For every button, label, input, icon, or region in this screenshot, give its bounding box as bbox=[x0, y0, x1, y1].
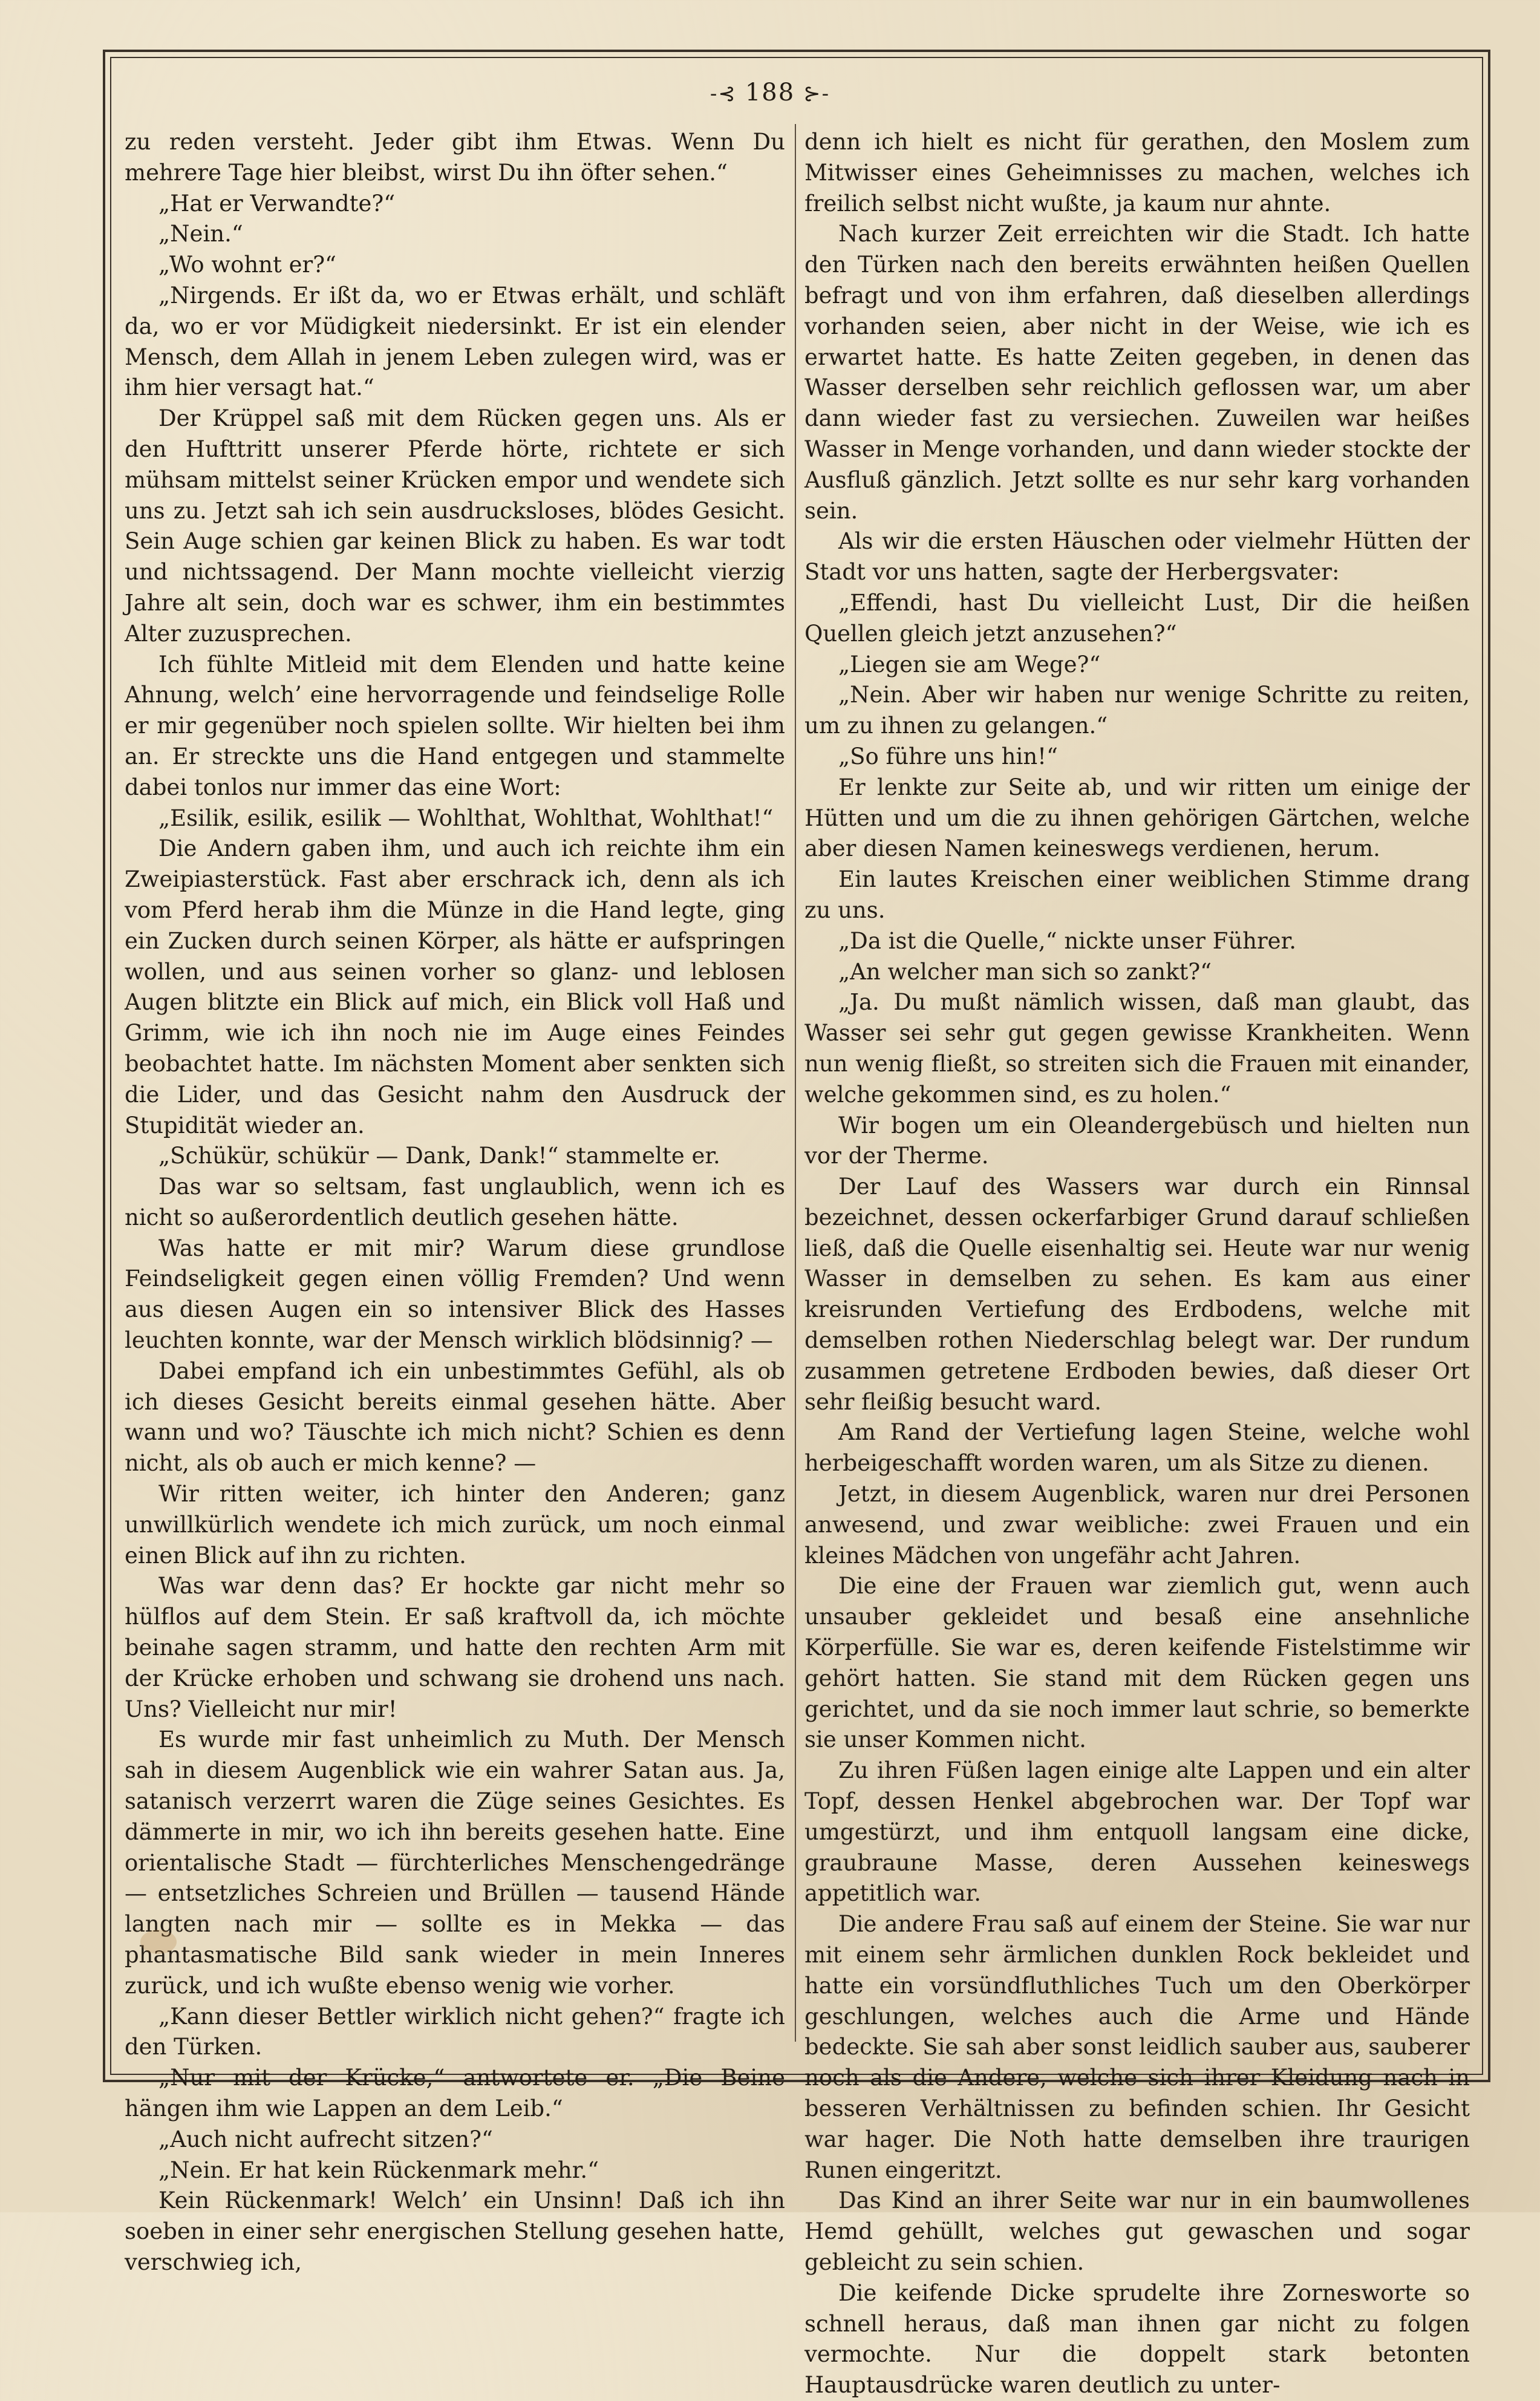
paragraph: „So führe uns hin!“ bbox=[838, 743, 1058, 769]
paragraph: „Nein. Er hat kein Rückenmark mehr.“ bbox=[158, 2157, 599, 2183]
paragraph: „Wo wohnt er?“ bbox=[158, 252, 336, 278]
paragraph: „Nur mit der Krücke,“ antwortete er. „Die Beine hängen ihm wie Lappen an dem Leib.“ bbox=[125, 2065, 785, 2122]
paragraph: Ein lautes Kreischen einer weiblichen Stimme drang zu uns. bbox=[804, 866, 1470, 923]
paragraph: „Nein. Aber wir haben nur wenige Schritte zu reiten, um zu ihnen zu gelangen.“ bbox=[804, 682, 1470, 739]
paragraph: Was war denn das? Er hockte gar nicht mehr so hülflos auf dem Stein. Er saß kraftvoll da, ich möchte beinahe sagen stramm, und hatte den rechten Arm mit der Krücke erhoben und schwang sie drohend uns nach. Uns? Vielleicht nur mir! bbox=[125, 1573, 785, 1722]
paragraph: Die andere Frau saß auf einem der Steine. Sie war nur mit einem sehr ärmlichen dunklen Rock bekleidet und hatte ein vorsündfluthliches Tuch um den Oberkörper geschlungen, welches auch die Arme und Hände bedeckte. Sie sah aber sonst leidlich sauber aus, sauberer noch als die Andere, welche sich ihrer Kleidung nach in besseren Verhältnissen zu befinden schien. Ihr Gesicht war hager. Die Noth hatte demselben ihre traurigen Runen eingeritzt. bbox=[804, 1911, 1470, 2183]
paragraph: Die keifende Dicke sprudelte ihre Zornesworte so schnell heraus, daß man ihnen gar nicht zu folgen vermochte. Nur die doppelt stark betonten Hauptausdrücke waren deutlich zu unter- bbox=[804, 2279, 1470, 2399]
paragraph: Es wurde mir fast unheimlich zu Muth. Der Mensch sah in diesem Augenblick wie ein wahrer Satan aus. Ja, satanisch verzerrt waren die Züge seines Gesichtes. Es dämmerte in mir, wo ich ihn bereits gesehen hatte. Eine orientalische Stadt — fürchterliches Menschengedränge — entsetzliches Schreien und Brüllen — tausend Hände langten nach mir — sollte es in Mekka — das phantasmatische Bild sank wieder in mein Inneres zurück, und ich wußte ebenso wenig wie vorher. bbox=[125, 1726, 785, 1999]
paragraph: Dabei empfand ich ein unbestimmtes Gefühl, als ob ich dieses Gesicht bereits einmal gesehen hätte. Aber wann und wo? Täuschte ich mich nicht? Schien es denn nicht, als ob auch er mich kenne? — bbox=[125, 1357, 785, 1477]
paragraph: Das war so seltsam, fast unglaublich, wenn ich es nicht so außerordentlich deutlich gesehen hätte. bbox=[125, 1174, 785, 1230]
paragraph: Kein Rückenmark! Welch’ ein Unsinn! Daß ich ihn soeben in einer sehr energischen Stellung gesehen hatte, verschwieg ich, bbox=[125, 2187, 785, 2275]
paragraph: „Ja. Du mußt nämlich wissen, daß man glaubt, das Wasser sei sehr gut gegen gewisse Krankheiten. Wenn nun wenig fließt, so streiten sich die Frauen mit einander, welche gekommen sind, es zu holen.“ bbox=[804, 989, 1470, 1108]
paragraph: Die eine der Frauen war ziemlich gut, wenn auch unsauber gekleidet und besaß eine ansehnliche Körperfülle. Sie war es, deren keifende Fistelstimme wir gehört hatten. Sie stand mit dem Rücken gegen uns gerichtet, und da sie noch immer laut schrie, so bemerkte sie unser Kommen nicht. bbox=[804, 1573, 1470, 1753]
paragraph: Die Andern gaben ihm, und auch ich reichte ihm ein Zweipiasterstück. Fast aber erschrack ich, denn als ich vom Pferd herab ihm die Münze in die Hand legte, ging ein Zucken durch seinen Körper, als hätte er aufspringen wollen, und aus seinen vorher so glanz- und leblosen Augen blitzte ein Blick auf mich, ein Blick voll Haß und Grimm, wie ich ihn noch nie im Auge eines Feindes beobachtet hatte. Im nächsten Moment aber senkten sich die Lider, und das Gesicht nahm den Ausdruck der Stupidität wieder an. bbox=[125, 835, 785, 1138]
paragraph: Das Kind an ihrer Seite war nur in ein baumwollenes Hemd gehüllt, welches gut gewaschen und sogar gebleicht zu sein schien. bbox=[804, 2187, 1470, 2275]
paragraph: denn ich hielt es nicht für gerathen, den Moslem zum Mitwisser eines Geheimnisses zu machen, welches ich freilich selbst nicht wußte, ja kaum nur ahnte. bbox=[804, 129, 1470, 217]
paragraph: „Nein.“ bbox=[158, 221, 243, 247]
paragraph: Nach kurzer Zeit erreichten wir die Stadt. Ich hatte den Türken nach den bereits erwähnten heißen Quellen befragt und von ihm erfahren, daß dieselben allerdings vorhanden seien, aber nicht in der Weise, wie ich es erwartet hatte. Es hatte Zeiten gegeben, in denen das Wasser derselben sehr reichlich geflossen war, um aber dann wieder fast zu versiechen. Zuweilen war heißes Wasser in Menge vorhanden, und dann wieder stockte der Ausfluß gänzlich. Jetzt sollte es nur sehr karg vorhanden sein. bbox=[804, 221, 1470, 524]
paragraph: „Kann dieser Bettler wirklich nicht gehen?“ fragte ich den Türken. bbox=[125, 2003, 785, 2060]
paragraph: Als wir die ersten Häuschen oder vielmehr Hütten der Stadt vor uns hatten, sagte der Herbergsvater: bbox=[804, 528, 1470, 586]
paragraph: „Nirgends. Er ißt da, wo er Etwas erhält, und schläft da, wo er vor Müdigkeit niedersinkt. Er ist ein elender Mensch, dem Allah in jenem Leben zulegen wird, was er ihm hier versagt hat.“ bbox=[125, 282, 785, 401]
paragraph: „Effendi, hast Du vielleicht Lust, Dir die heißen Quellen gleich jetzt anzusehen?“ bbox=[804, 589, 1470, 647]
column-divider bbox=[795, 124, 796, 2042]
paragraph: Zu ihren Füßen lagen einige alte Lappen und ein alter Topf, dessen Henkel abgebrochen war. Der Topf war umgestürzt, und ihm entquoll langsam eine dicke, graubraune Masse, deren Aussehen keineswegs appetitlich war. bbox=[804, 1757, 1470, 1907]
paragraph: Am Rand der Vertiefung lagen Steine, welche wohl herbeigeschafft worden waren, um als Sitze zu dienen. bbox=[804, 1419, 1470, 1477]
left-column bbox=[125, 127, 785, 2275]
paragraph: Was hatte er mit mir? Warum diese grundlose Feindseligkeit gegen einen völlig Fremden? Und wenn aus diesen Augen ein so intensiver Blick des Hasses leuchten konnte, war der Mensch wirklich blödsinnig? — bbox=[125, 1235, 785, 1354]
paragraph: Der Krüppel saß mit dem Rücken gegen uns. Als er den Hufttritt unserer Pferde hörte, richtete er sich mühsam mittelst seiner Krücken empor und wendete sich uns zu. Jetzt sah ich sein ausdrucksloses, blödes Gesicht. Sein Auge schien gar keinen Blick zu haben. Es war todt und nichtssagend. Der Mann mochte vielleicht vierzig Jahre alt sein, doch war es schwer, ihm ein bestimmtes Alter zuzusprechen. bbox=[125, 405, 785, 647]
paragraph: Wir ritten weiter, ich hinter den Anderen; ganz unwillkürlich wendete ich mich zurück, um noch einmal einen Blick auf ihn zu richten. bbox=[125, 1481, 785, 1569]
page-number-text: 188 bbox=[745, 79, 795, 106]
paragraph: Wir bogen um ein Oleandergebüsch und hielten nun vor der Therme. bbox=[804, 1112, 1470, 1169]
paragraph: „Da ist die Quelle,“ nickte unser Führer. bbox=[838, 927, 1296, 954]
paragraph: „Auch nicht aufrecht sitzen?“ bbox=[158, 2126, 493, 2152]
right-column bbox=[804, 127, 1470, 2399]
paper-stain bbox=[140, 1930, 177, 1954]
paragraph: Er lenkte zur Seite ab, und wir ritten um einige der Hütten und um die zu ihnen gehörigen Gärtchen, welche aber diesen Namen keineswegs verdienen, herum. bbox=[804, 774, 1470, 862]
paragraph: Ich fühlte Mitleid mit dem Elenden und hatte keine Ahnung, welch’ eine hervorragende und feindselige Rolle er mir gegenüber noch spielen sollte. Wir hielten bei ihm an. Er streckte uns die Hand entgegen und stammelte dabei tonlos nur immer das eine Wort: bbox=[125, 651, 785, 800]
paragraph: „Schükür, schükür — Dank, Dank!“ stammelte er. bbox=[158, 1143, 720, 1169]
paragraph: „Liegen sie am Wege?“ bbox=[838, 651, 1101, 678]
paragraph: „An welcher man sich so zankt?“ bbox=[838, 958, 1212, 985]
paragraph: „Esilik, esilik, esilik — Wohlthat, Wohlthat, Wohlthat!“ bbox=[158, 805, 774, 831]
ornament-left: -⊰ bbox=[710, 82, 737, 106]
paragraph: Jetzt, in diesem Augenblick, waren nur drei Personen anwesend, und zwar weibliche: zwei Frauen und ein kleines Mädchen von ungefähr acht Jahren. bbox=[804, 1481, 1470, 1569]
paragraph: zu reden versteht. Jeder gibt ihm Etwas. Wenn Du mehrere Tage hier bleibst, wirst Du ihn öfter sehen.“ bbox=[125, 129, 785, 186]
paragraph: Der Lauf des Wassers war durch ein Rinnsal bezeichnet, dessen ockerfarbiger Grund darauf schließen ließ, daß die Quelle eisenhaltig sei. Heute war nur wenig Wasser in demselben zu sehen. Es kam aus einer kreisrunden Vertiefung des Erdbodens, welche mit demselben rothen Niederschlag belegt war. Der rundum zusammen getretene Erdboden bewies, daß dieser Ort sehr fleißig besucht ward. bbox=[804, 1174, 1470, 1415]
ornament-right: ⊱- bbox=[803, 82, 830, 106]
paragraph: „Hat er Verwandte?“ bbox=[158, 190, 396, 217]
page-number bbox=[665, 79, 875, 106]
